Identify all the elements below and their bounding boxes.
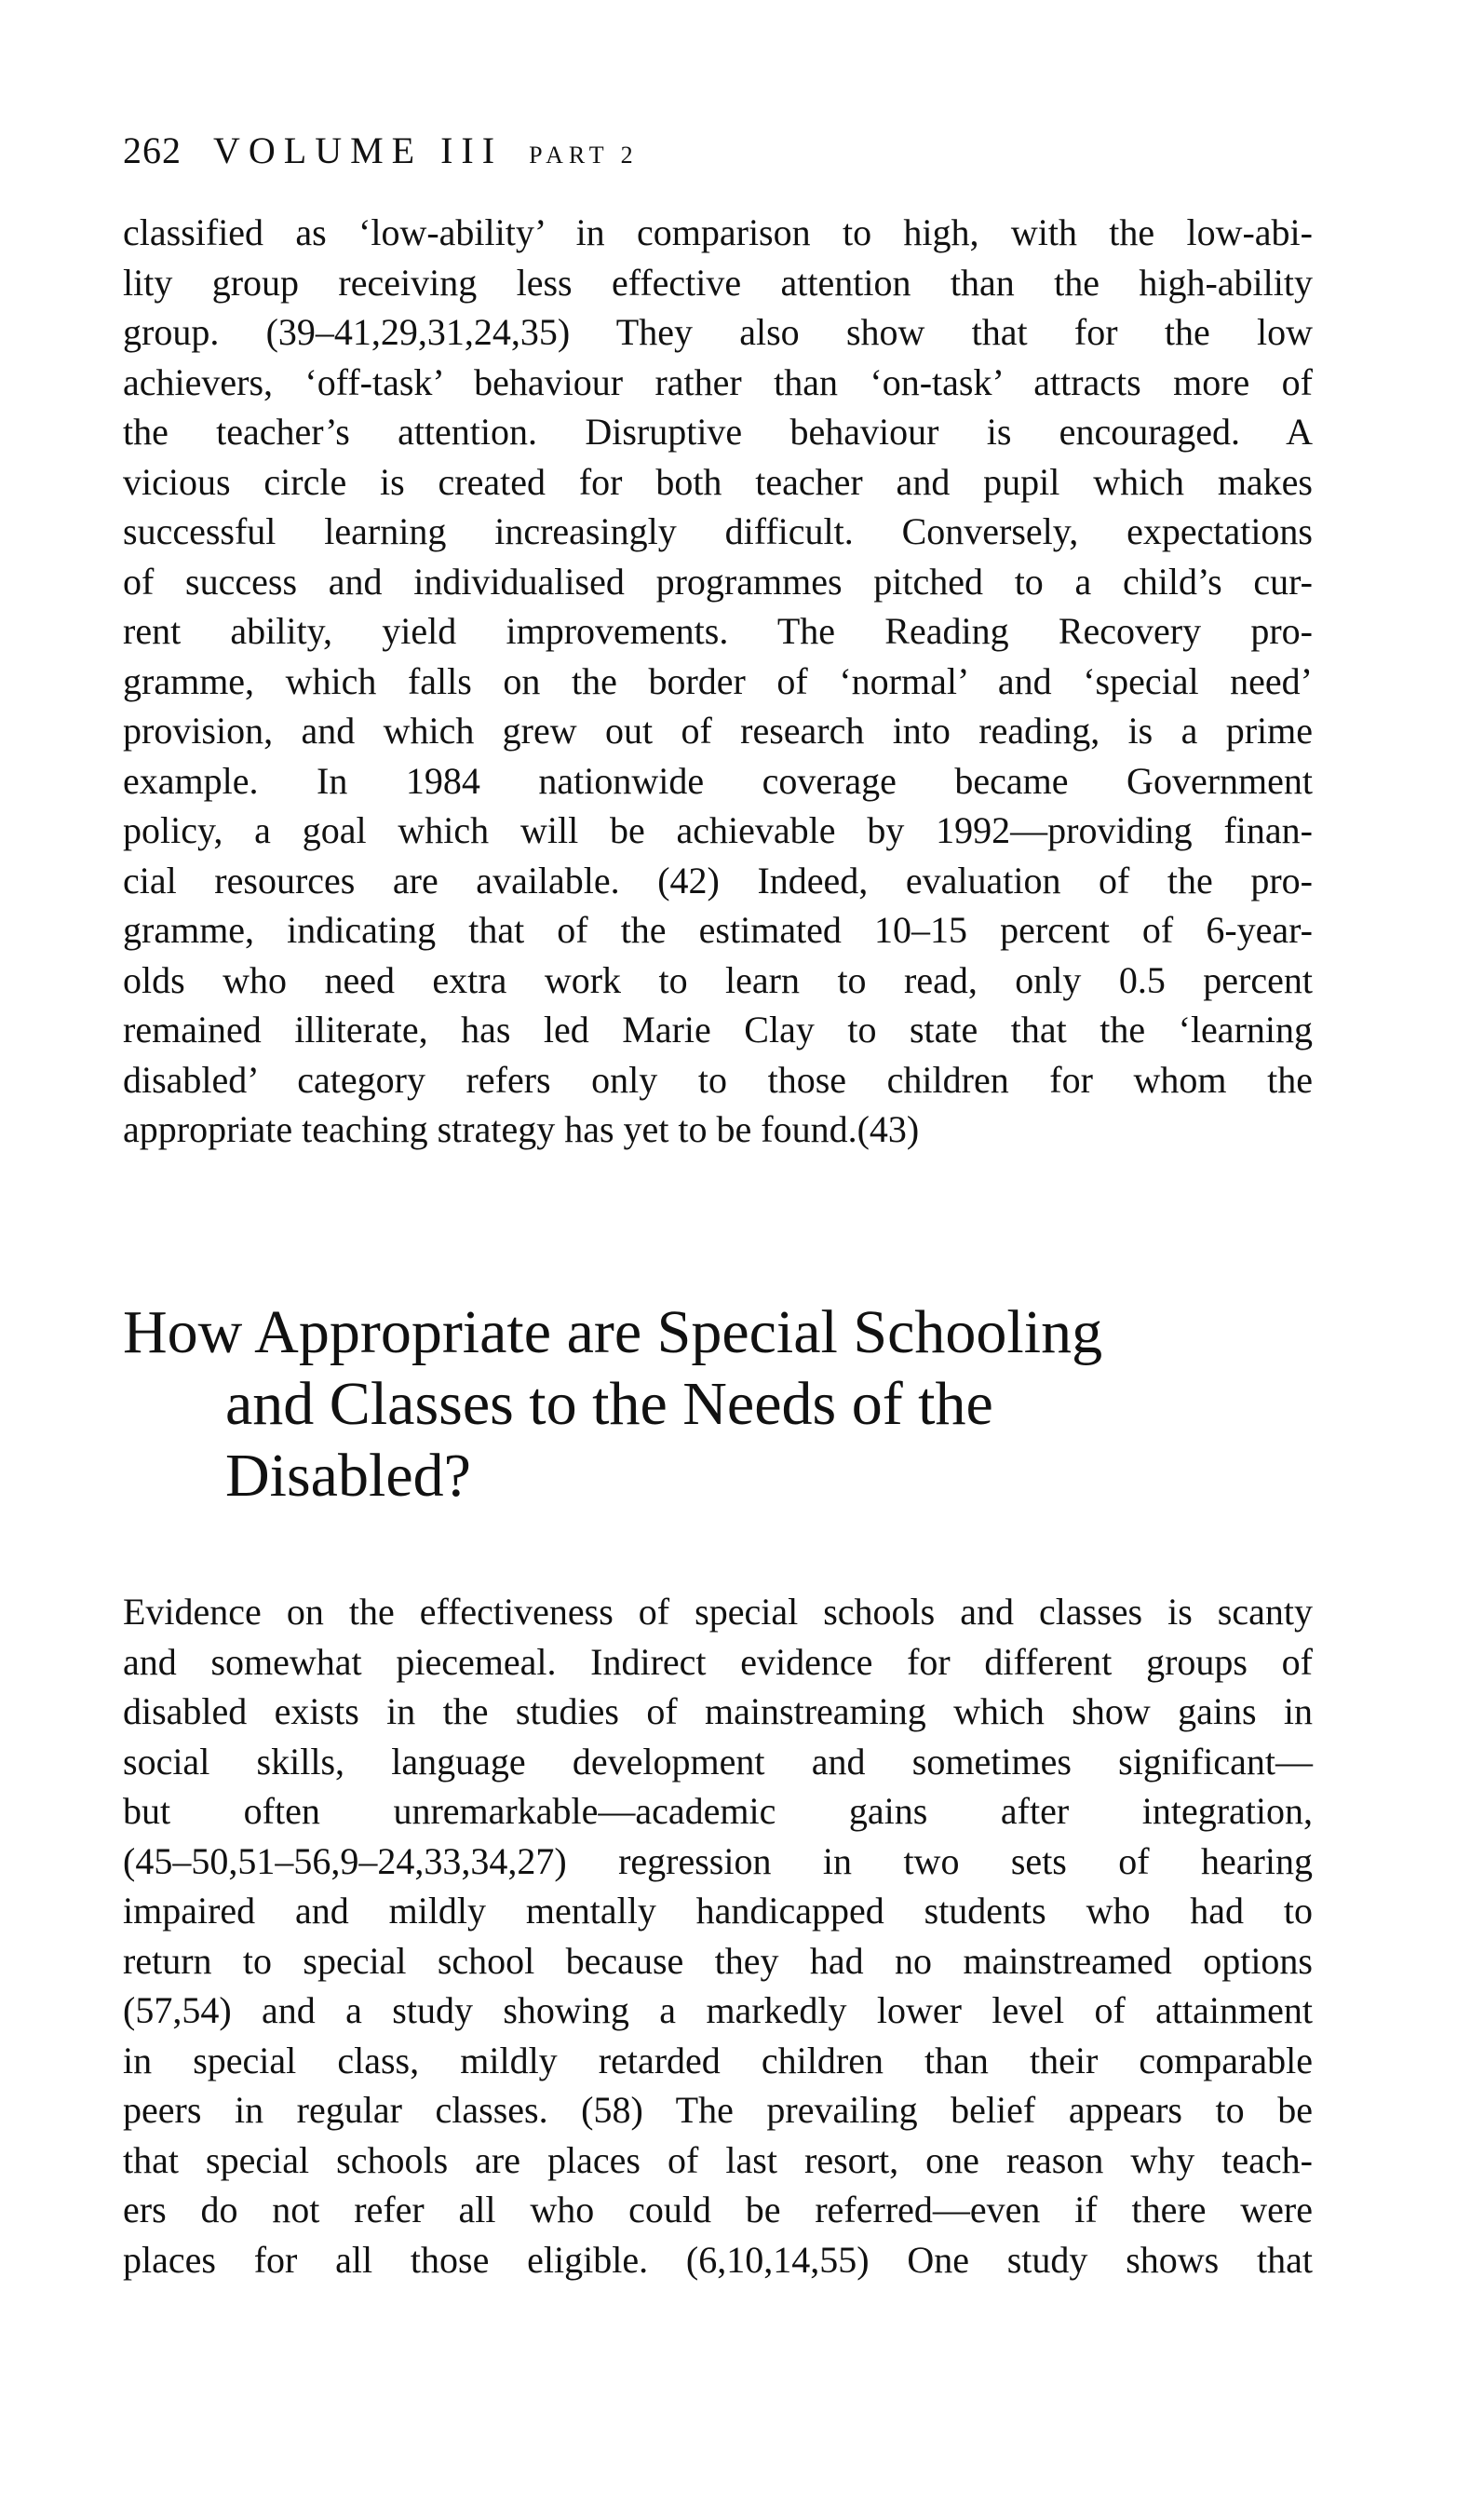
heading-line: Disabled?: [225, 1442, 471, 1510]
heading-line: and Classes to the Needs of the: [225, 1370, 993, 1438]
text-line: policy, a goal which will be achievable by 1992—providing finan-: [123, 809, 1313, 851]
text-line: that special schools are places of last resort, one reason why teach-: [123, 2138, 1313, 2181]
text-line: successful learning increasingly difficult. Conversely, expectations: [123, 510, 1313, 552]
text-line: provision, and which grew out of research into reading, is a prime: [123, 710, 1313, 752]
text-line: example. In 1984 nationwide coverage became Government: [123, 759, 1313, 802]
page-number: 262: [123, 129, 182, 171]
text-line: gramme, which falls on the border of ‘normal’ and ‘special need’: [123, 659, 1313, 702]
text-line: group. (39–41,29,31,24,35) They also show that for the low: [123, 311, 1313, 353]
body-paragraph-1: [123, 208, 1313, 1155]
heading-line: How Appropriate are Special Schooling: [123, 1298, 1103, 1366]
volume-label: VOLUME III: [213, 129, 504, 171]
text-line: in special class, mildly retarded children than their comparable: [123, 2039, 1313, 2081]
section-heading: [123, 1296, 1333, 1512]
text-line: Evidence on the effectiveness of special schools and classes is scanty: [123, 1591, 1313, 1633]
running-head: [123, 129, 639, 172]
text-line: achievers, ‘off-task’ behaviour rather than ‘on-task’ attracts more of: [123, 360, 1313, 403]
body-paragraph-2: [123, 1587, 1313, 2284]
text-line: lity group receiving less effective attention than the high-ability: [123, 261, 1313, 304]
text-line: ers do not refer all who could be referred—even if there were: [123, 2189, 1313, 2230]
text-line: but often unremarkable—academic gains after integration,: [123, 1790, 1313, 1832]
text-line: disabled exists in the studies of mainstreaming which show gains in: [123, 1690, 1313, 1732]
text-line: of success and individualised programmes pitched to a child’s cur-: [123, 560, 1313, 603]
text-line: and somewhat piecemeal. Indirect evidence for different groups of: [123, 1640, 1313, 1683]
text-line: return to special school because they had no mainstreamed options: [123, 1939, 1313, 1982]
text-line: gramme, indicating that of the estimated 10–15 percent of 6-year-: [123, 909, 1313, 951]
text-line: the teacher’s attention. Disruptive behaviour is encouraged. A: [123, 411, 1313, 453]
text-line: peers in regular classes. (58) The prevailing belief appears to be: [123, 2089, 1313, 2131]
text-line: classified as ‘low-ability’ in comparison to high, with the low-abi-: [123, 211, 1313, 253]
text-line: (57,54) and a study showing a markedly lower level of attainment: [123, 1989, 1313, 2031]
text-line: remained illiterate, has led Marie Clay to state that the ‘learning: [123, 1009, 1313, 1051]
text-line: olds who need extra work to learn to read, only 0.5 percent: [123, 958, 1313, 1001]
part-label: PART 2: [529, 142, 639, 169]
text-line: rent ability, yield improvements. The Reading Recovery pro-: [123, 610, 1313, 652]
text-line: vicious circle is created for both teacher and pupil which makes: [123, 460, 1313, 503]
text-line: impaired and mildly mentally handicapped students who had to: [123, 1890, 1313, 1932]
text-line: disabled’ category refers only to those children for whom the: [123, 1058, 1313, 1101]
text-line: cial resources are available. (42) Indeed, evaluation of the pro-: [123, 859, 1313, 902]
text-line: appropriate teaching strategy has yet to be found.(43): [123, 1108, 920, 1150]
text-line: places for all those eligible. (6,10,14,55) One study shows that: [123, 2238, 1313, 2281]
text-line: (45–50,51–56,9–24,33,34,27) regression in two sets of hearing: [123, 1839, 1313, 1882]
text-line: social skills, language development and sometimes significant—: [123, 1740, 1313, 1783]
